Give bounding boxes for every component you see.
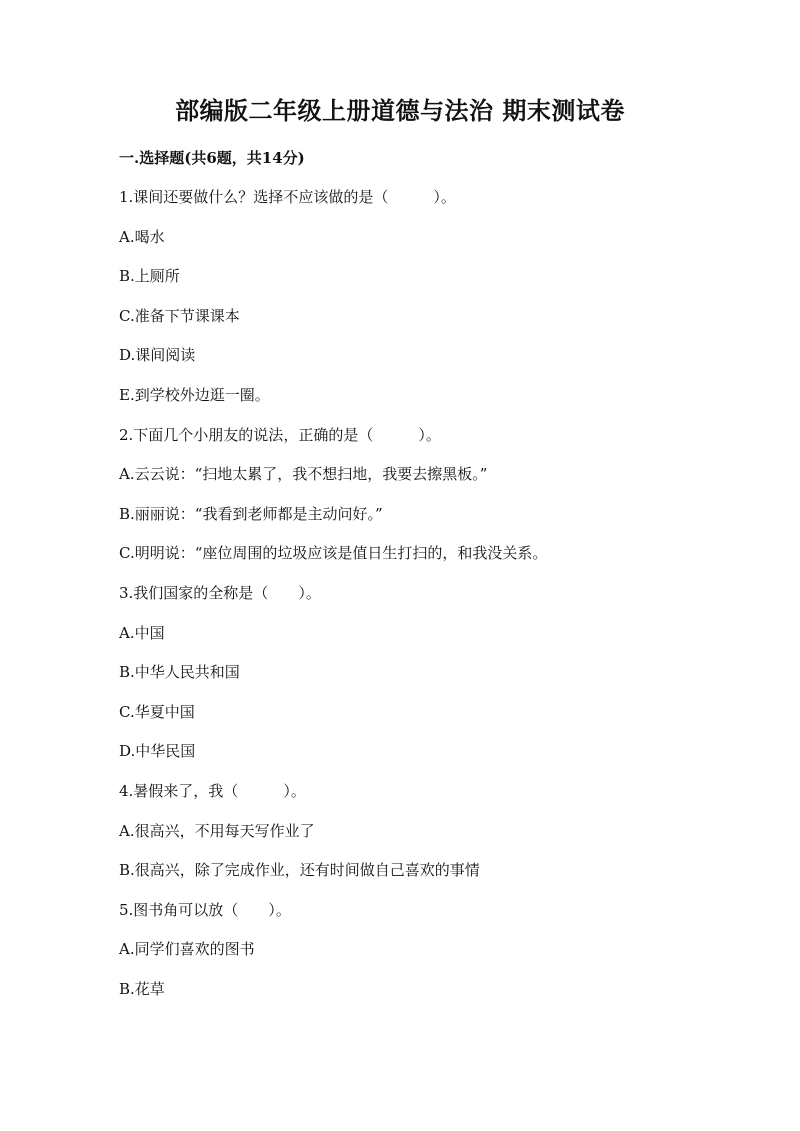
question-2-option-b: B.丽丽说：“我看到老师都是主动问好。” bbox=[119, 505, 383, 523]
page-title: 部编版二年级上册道德与法治 期末测试卷 bbox=[175, 96, 625, 125]
question-2-stem: 2.下面几个小朋友的说法，正确的是（ ）。 bbox=[119, 426, 441, 444]
question-1-stem: 1.课间还要做什么？选择不应该做的是（ ）。 bbox=[119, 188, 456, 206]
question-5-stem: 5.图书角可以放（ ）。 bbox=[119, 901, 291, 919]
question-3-stem: 3.我们国家的全称是（ ）。 bbox=[119, 584, 321, 602]
question-5-option-b: B.花草 bbox=[119, 980, 165, 998]
question-4-option-b: B.很高兴，除了完成作业，还有时间做自己喜欢的事情 bbox=[119, 861, 480, 879]
question-3-option-d: D.中华民国 bbox=[119, 742, 196, 760]
question-1-option-b: B.上厕所 bbox=[119, 267, 180, 285]
question-5-option-a: A.同学们喜欢的图书 bbox=[119, 940, 255, 958]
section-heading: 一.选择题(共6题，共14分) bbox=[119, 149, 305, 167]
question-3-option-a: A.中国 bbox=[119, 624, 165, 642]
question-1-option-a: A.喝水 bbox=[119, 228, 165, 246]
question-1-option-d: D.课间阅读 bbox=[119, 346, 196, 364]
question-2-option-c: C.明明说：“座位周围的垃圾应该是值日生打扫的，和我没关系。 bbox=[119, 544, 548, 562]
question-4-stem: 4.暑假来了，我（ ）。 bbox=[119, 782, 306, 800]
question-1-option-c: C.准备下节课课本 bbox=[119, 307, 240, 325]
question-3-option-b: B.中华人民共和国 bbox=[119, 663, 240, 681]
question-4-option-a: A.很高兴，不用每天写作业了 bbox=[119, 822, 315, 840]
question-3-option-c: C.华夏中国 bbox=[119, 703, 195, 721]
question-2-option-a: A.云云说：“扫地太累了，我不想扫地，我要去擦黑板。” bbox=[119, 465, 488, 483]
question-1-option-e: E.到学校外边逛一圈。 bbox=[119, 386, 270, 404]
